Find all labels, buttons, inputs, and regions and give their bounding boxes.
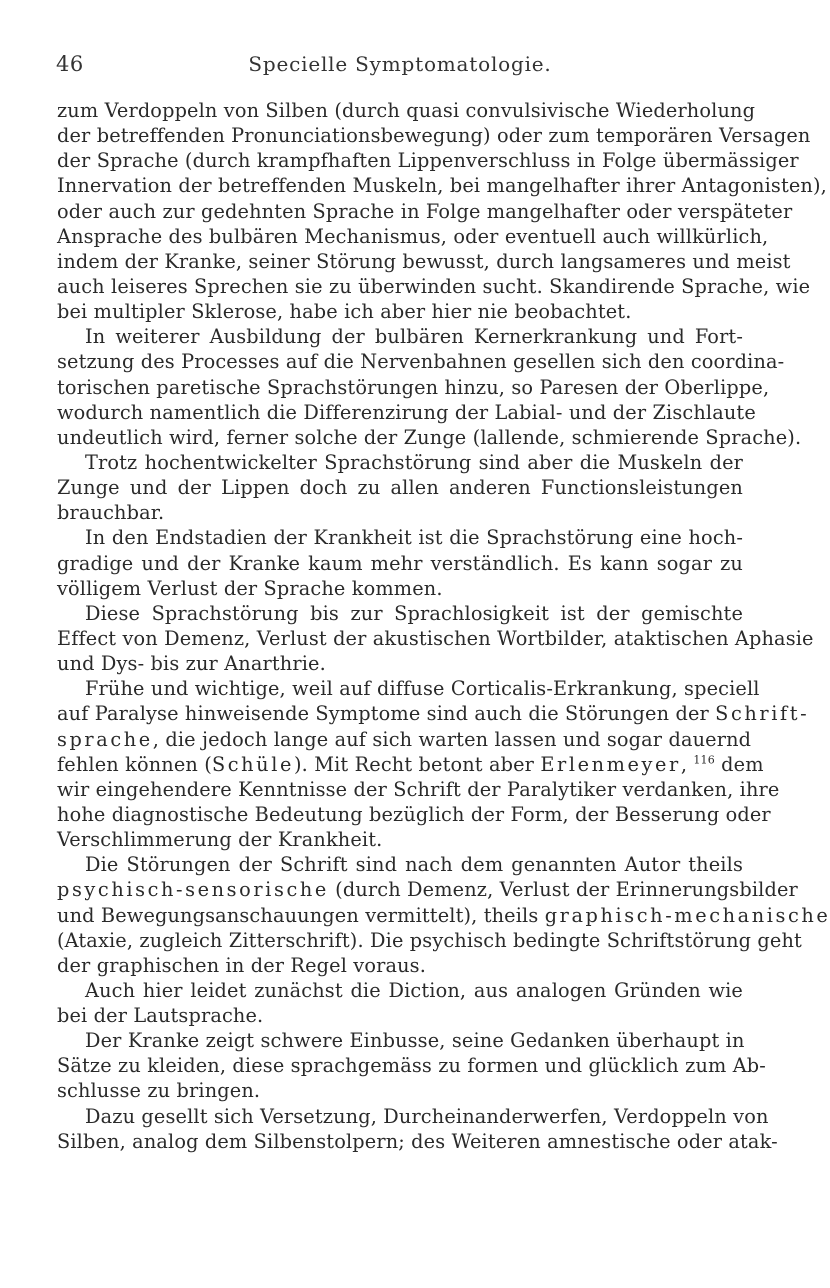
text-line: schlusse zu bringen. [57, 1079, 261, 1103]
text-segment: , [680, 752, 694, 776]
text-line: Effect von Demenz, Verlust der akustischen Wortbilder, ataktischen Aphasie [57, 626, 814, 650]
emphasized-term: sprache [57, 727, 153, 751]
emphasized-term: Schrift- [715, 702, 810, 726]
text-line: wir eingehendere Kenntnisse der Schrift der Paralytiker verdanken, ihre [57, 777, 780, 801]
footnote-marker: 116 [693, 753, 715, 767]
text-line: Frühe und wichtige, weil auf diffuse Corticalis-Erkrankung, speciell [85, 677, 760, 701]
text-line: auch leiseres Sprechen sie zu überwinden sucht. Skandirende Sprache, wie [57, 274, 811, 298]
text-line: bei multipler Sklerose, habe ich aber hier nie beobachtet. [57, 300, 632, 324]
text-line: In weiterer Ausbildung der bulbären Kernerkrankung und Fort- [85, 325, 743, 349]
text-line: torischen paretische Sprachstörungen hinzu, so Paresen der Oberlippe, [57, 375, 770, 399]
text-line [57, 877, 798, 902]
text-segment: und Bewegungsanschauungen vermittelt), theils [57, 903, 545, 927]
author-name: Erlenmeyer [540, 752, 681, 776]
text-line: setzung des Processes auf die Nervenbahnen gesellen sich den coordina- [57, 350, 785, 374]
text-line [57, 701, 810, 726]
text-line [57, 727, 752, 752]
text-line: Dazu gesellt sich Versetzung, Durcheinanderwerfen, Verdoppeln von [85, 1104, 769, 1128]
text-line: Die Störungen der Schrift sind nach dem genannten Autor theils [85, 853, 743, 877]
text-line [57, 903, 830, 928]
text-line: der betreffenden Pronunciationsbewegung) oder zum temporären Versagen [57, 124, 811, 148]
text-line: brauchbar. [57, 501, 165, 525]
text-line: (Ataxie, zugleich Zitterschrift). Die psychisch bedingte Schriftstörung geht [57, 928, 802, 952]
text-line: und Dys- bis zur Anarthrie. [57, 652, 326, 676]
text-segment: (durch Demenz, Verlust der Erinnerungsbilder [328, 878, 798, 902]
body-text [57, 98, 830, 1154]
running-head [56, 52, 744, 82]
text-line: Ansprache des bulbären Mechanismus, oder eventuell auch willkürlich, [57, 224, 769, 248]
emphasized-term: psychisch-sensorische [57, 878, 329, 902]
text-line: der Sprache (durch krampfhaften Lippenverschluss in Folge übermässiger [57, 149, 799, 173]
text-segment: dem [714, 752, 764, 776]
text-segment: , die jedoch lange auf sich warten lassen und sogar dauernd [152, 727, 752, 751]
text-line: Silben, analog dem Silbenstolpern; des Weiteren amnestische oder atak- [57, 1129, 778, 1153]
text-line: zum Verdoppeln von Silben (durch quasi convulsivische Wiederholung [57, 99, 756, 122]
text-line: gradige und der Kranke kaum mehr verständlich. Es kann sogar zu [57, 551, 743, 575]
text-line: der graphischen in der Regel voraus. [57, 953, 426, 977]
text-line: indem der Kranke, seiner Störung bewusst, durch langsameres und meist [57, 249, 791, 273]
running-title: Specielle Symptomatologie. [248, 52, 552, 76]
text-line: undeutlich wird, ferner solche der Zunge (lallende, schmierende Sprache). [57, 425, 802, 449]
text-line: Zunge und der Lippen doch zu allen anderen Functionsleistungen [57, 476, 743, 500]
text-segment: fehlen können ( [57, 752, 212, 776]
text-line: Auch hier leidet zunächst die Diction, aus analogen Gründen wie [85, 978, 743, 1002]
text-line: Verschlimmerung der Krankheit. [57, 828, 383, 852]
page-number: 46 [56, 52, 84, 76]
text-line: bei der Lautsprache. [57, 1004, 264, 1028]
text-segment: auf Paralyse hinweisende Symptome sind auch die Störungen der [57, 702, 709, 726]
text-line: Der Kranke zeigt schwere Einbusse, seine Gedanken überhaupt in [85, 1029, 745, 1053]
text-line: wodurch namentlich die Differenzirung der Labial- und der Zischlaute [57, 400, 756, 424]
text-line: Innervation der betreffenden Muskeln, bei mangelhafter ihrer Antagonisten), [57, 174, 827, 198]
text-line: In den Endstadien der Krankheit ist die Sprachstörung eine hoch- [85, 526, 743, 550]
text-segment: ). Mit Recht betont aber [293, 752, 541, 776]
text-line: Sätze zu kleiden, diese sprachgemäss zu formen und glücklich zum Ab- [57, 1054, 766, 1078]
text-line: Trotz hochentwickelter Sprachstörung sind aber die Muskeln der [85, 450, 743, 474]
text-line: völligem Verlust der Sprache kommen. [57, 576, 443, 600]
text-line: hohe diagnostische Bedeutung bezüglich der Form, der Besserung oder [57, 802, 771, 826]
text-line [57, 752, 764, 777]
text-line: Diese Sprachstörung bis zur Sprachlosigkeit ist der gemischte [85, 601, 743, 625]
emphasized-term: graphisch-mechanische [544, 903, 830, 927]
text-line: oder auch zur gedehnten Sprache in Folge mangelhafter oder verspäteter [57, 199, 793, 223]
author-name: Schüle [211, 752, 294, 776]
